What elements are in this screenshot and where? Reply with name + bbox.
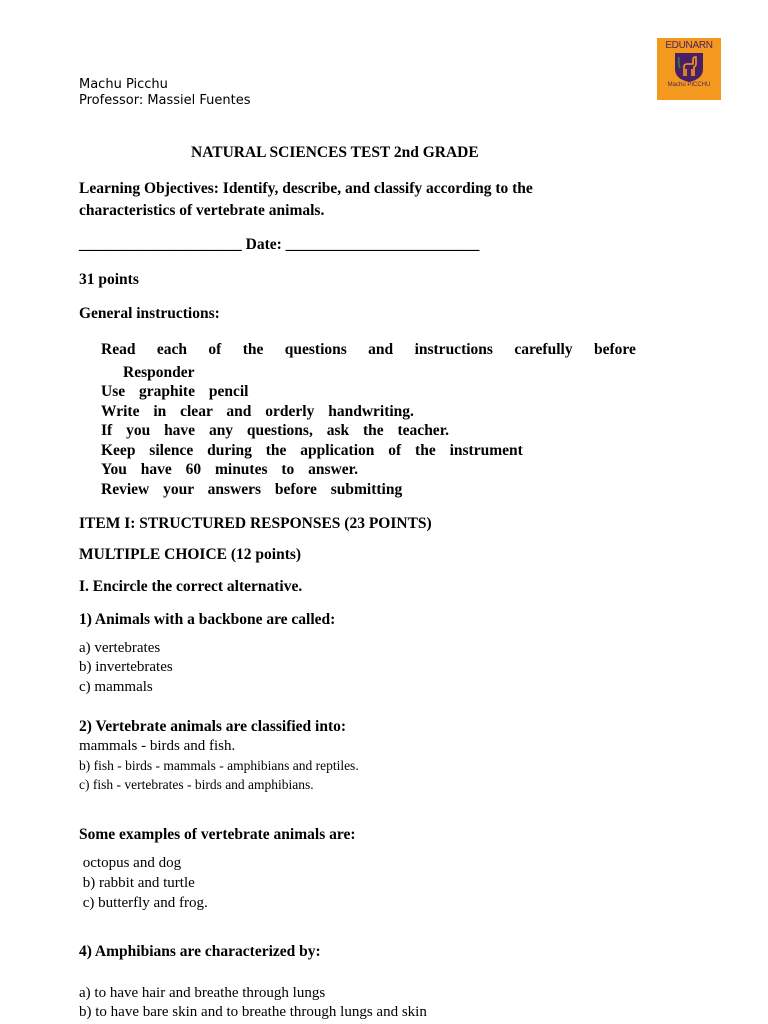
- instruction-word: and: [368, 341, 394, 358]
- llama-crest-icon: [671, 51, 707, 83]
- answer-option[interactable]: b) rabbit and turtle: [79, 875, 195, 891]
- multiple-choice-heading: MULTIPLE CHOICE (12 points): [79, 546, 302, 563]
- instruction-word: questions: [284, 341, 347, 358]
- answer-option[interactable]: a) vertebrates: [79, 640, 161, 656]
- name-date-line: _____________________ Date: _________________________: [79, 236, 480, 253]
- instruction-word: each: [156, 341, 187, 358]
- question-prompt: 4) Amphibians are characterized by:: [79, 943, 321, 960]
- answer-option[interactable]: c) mammals: [79, 679, 153, 695]
- instruction-item: Review your answers before submitting: [101, 480, 403, 498]
- answer-option[interactable]: mammals - birds and fish.: [79, 738, 236, 754]
- general-instructions-heading: General instructions:: [79, 305, 220, 322]
- instruction-item: Keep silence during the application of the instrument: [101, 441, 523, 459]
- instructions-block: [101, 340, 636, 499]
- instruction-item: If you have any questions, ask the teacher.: [101, 422, 450, 439]
- answer-option[interactable]: b) to have bare skin and to breathe through lungs and skin: [79, 1004, 427, 1020]
- question-prompt: 2) Vertebrate animals are classified into:: [79, 718, 347, 735]
- instruction-word: the: [242, 341, 264, 358]
- instruction-continuation: Responder: [123, 363, 195, 381]
- instruction-word: instructions: [414, 341, 493, 358]
- instruction-first-line: [101, 340, 636, 360]
- logo-text: EDUNARN: [665, 40, 713, 51]
- answer-option[interactable]: b) invertebrates: [79, 659, 173, 675]
- instruction-word: carefully: [514, 341, 573, 358]
- logo-subtext: Machu PICCHU: [667, 82, 711, 88]
- answer-option[interactable]: a) to have hair and breathe through lungs: [79, 985, 326, 1001]
- question-prompt: 1) Animals with a backbone are called:: [79, 611, 336, 628]
- instruction-word: before: [593, 341, 636, 358]
- instruction-word: of: [208, 341, 222, 358]
- answer-option[interactable]: octopus and dog: [79, 855, 182, 871]
- question-prompt: Some examples of vertebrate animals are:: [79, 826, 356, 843]
- school-logo: [657, 38, 721, 100]
- encircle-instruction: I. Encircle the correct alternative.: [79, 578, 303, 595]
- page-title: NATURAL SCIENCES TEST 2nd GRADE: [191, 144, 479, 161]
- instruction-word: Read: [101, 341, 136, 358]
- answer-option[interactable]: c) fish - vertebrates - birds and amphibians.: [79, 777, 314, 792]
- objectives-line-2: characteristics of vertebrate animals.: [79, 202, 325, 219]
- points-total: 31 points: [79, 271, 139, 288]
- item-heading: ITEM I: STRUCTURED RESPONSES (23 POINTS): [79, 515, 432, 532]
- answer-option[interactable]: c) butterfly and frog.: [79, 895, 208, 911]
- school-name: Machu Picchu: [79, 77, 168, 92]
- answer-option[interactable]: b) fish - birds - mammals - amphibians and reptiles.: [79, 758, 359, 773]
- instruction-item: Use graphite pencil: [101, 383, 249, 400]
- instruction-item: You have 60 minutes to answer.: [101, 461, 358, 478]
- professor-name: Professor: Massiel Fuentes: [79, 93, 251, 108]
- instruction-item: Write in clear and orderly handwriting.: [101, 402, 414, 420]
- objectives-line-1: Learning Objectives: Identify, describe, and classify according to the: [79, 180, 533, 197]
